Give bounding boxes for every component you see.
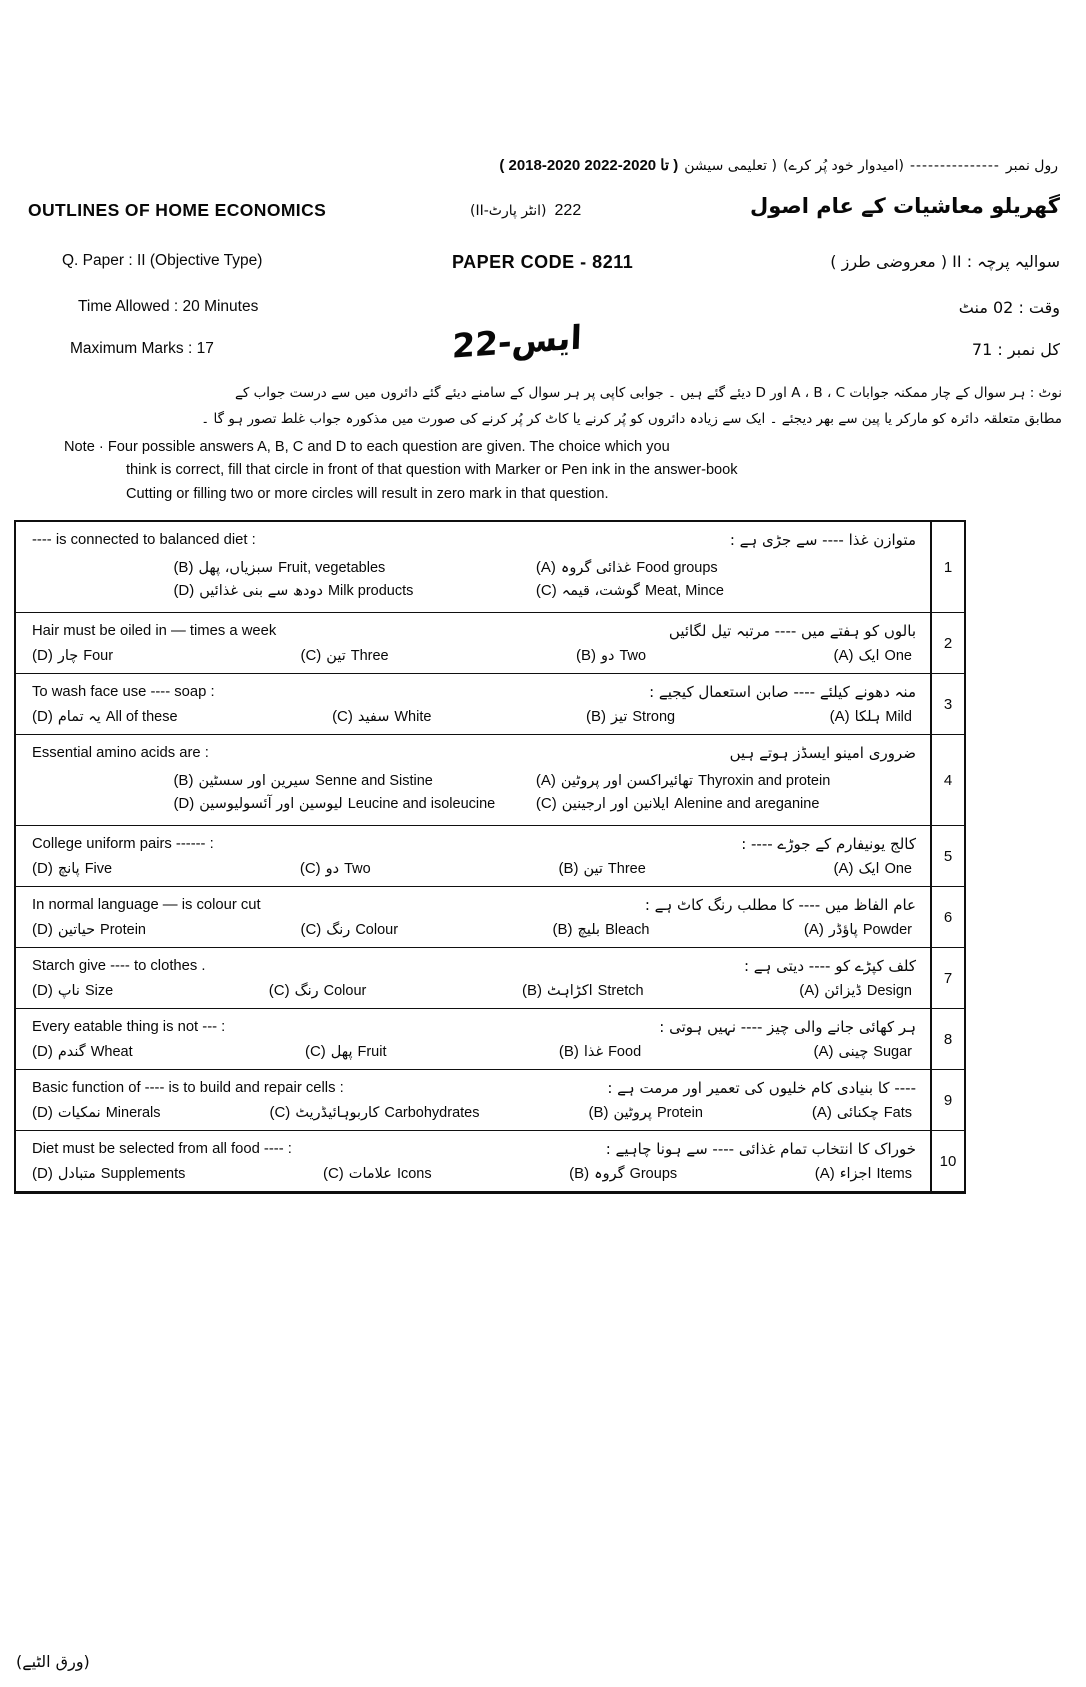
roll-number-label: رول نمبر	[1005, 158, 1058, 174]
note-english-text-1: Four possible answers A, B, C and D to each question are given. The choice which you	[107, 439, 670, 455]
paper-code: PAPER CODE - 8211	[452, 252, 634, 272]
option-label: (A)	[535, 772, 556, 789]
option-label: (A)	[813, 1043, 834, 1060]
answer-option[interactable]	[588, 1104, 702, 1121]
option-label: (C)	[535, 795, 557, 812]
option-text-english: Three	[350, 648, 389, 664]
answer-option[interactable]	[323, 1165, 432, 1182]
option-label: (D)	[32, 1104, 53, 1121]
option-text-english: Protein	[656, 1105, 703, 1121]
question-stem-english: ---- is connected to balanced diet :	[32, 532, 256, 548]
answer-option[interactable]	[32, 647, 113, 664]
question-number: 2	[932, 613, 964, 674]
option-text-english: Thyroxin and protein	[698, 773, 831, 789]
answer-options	[16, 1102, 930, 1130]
option-label: (D)	[32, 647, 53, 664]
option-label: (B)	[576, 647, 597, 664]
answer-options-line	[32, 579, 916, 602]
question-stem-english: Essential amino acids are :	[32, 745, 209, 761]
answer-option[interactable]	[32, 1165, 185, 1182]
option-text-english: Minerals	[105, 1105, 161, 1121]
note-english-line-3: Cutting or filling two or more circles will result in zero mark in that question.	[126, 485, 609, 502]
time-allowed-urdu: وقت : 20 منٹ	[958, 298, 1060, 317]
option-text-urdu: تین	[326, 648, 346, 664]
answer-option[interactable]	[559, 1043, 641, 1060]
question-stem	[16, 826, 930, 858]
answer-option[interactable]	[558, 860, 645, 877]
question-stem-urdu: بالوں کو ہفتے میں ---- مرتبہ تیل لگائیں	[668, 622, 916, 640]
option-text-urdu: متبادل	[57, 1166, 96, 1182]
option-text-urdu: دودھ سے بنی غذائیں	[199, 583, 323, 599]
option-text-urdu: ناپ	[57, 983, 80, 999]
roll-number-blank: ---------------	[909, 157, 1000, 174]
option-text-urdu: ایک	[858, 648, 880, 664]
answer-option[interactable]	[32, 772, 456, 789]
maximum-marks-urdu: کل نمبر : 17	[971, 340, 1060, 359]
answer-options-line	[32, 769, 916, 792]
option-label: (C)	[268, 982, 290, 999]
option-text-english: Colour	[355, 922, 399, 938]
option-label: (D)	[173, 582, 195, 599]
option-label: (D)	[32, 708, 53, 725]
option-label: (A)	[799, 982, 820, 999]
answer-option[interactable]	[812, 1104, 912, 1121]
answer-option[interactable]	[799, 982, 912, 999]
option-text-english: Food groups	[636, 560, 718, 576]
answer-option[interactable]	[804, 921, 912, 938]
option-text-english: Three	[607, 861, 646, 877]
option-text-english: Food	[608, 1044, 642, 1060]
option-text-english: Sugar	[873, 1044, 912, 1060]
answer-option[interactable]	[492, 772, 916, 789]
question-stem-urdu: خوراک کا انتخاب تمام غذائی ---- سے ہونا چاہیے :	[605, 1140, 916, 1158]
option-text-english: Four	[83, 648, 114, 664]
option-text-urdu: پھل	[330, 1044, 353, 1060]
option-text-english: Size	[84, 983, 114, 999]
subject-code-number: 222	[554, 202, 582, 219]
option-label: (C)	[299, 860, 321, 877]
option-text-urdu: رنگ	[326, 922, 351, 938]
option-text-english: Protein	[100, 922, 146, 938]
option-text-english: White	[394, 709, 432, 725]
answer-options	[16, 706, 930, 734]
option-text-urdu: اجزاء	[839, 1166, 872, 1182]
option-text-urdu: بلیچ	[577, 922, 601, 938]
option-text-english: Fats	[883, 1105, 912, 1121]
option-text-urdu: علامات	[348, 1166, 392, 1182]
question-stem-urdu: عام الفاظ میں ---- کا مطلب رنگ کاٹ ہے :	[644, 896, 916, 914]
option-label: (B)	[558, 1043, 579, 1060]
question-row	[16, 887, 930, 948]
question-number: 10	[939, 1152, 957, 1170]
answer-options	[16, 919, 930, 947]
option-text-english: Supplements	[100, 1166, 186, 1182]
option-text-english: Senne and Sistine	[315, 773, 433, 789]
answer-option[interactable]	[32, 708, 178, 725]
option-label: (B)	[173, 559, 194, 576]
answer-option[interactable]	[815, 1165, 912, 1182]
option-label: (B)	[521, 982, 542, 999]
option-text-urdu: لیوسین اور آئسولیوسین	[199, 796, 343, 812]
note-english	[64, 436, 976, 506]
option-text-urdu: چار	[57, 648, 79, 664]
question-stem-english: Every eatable thing is not --- :	[32, 1019, 226, 1035]
option-label: (A)	[829, 708, 850, 725]
option-text-urdu: سفید	[357, 709, 390, 725]
option-label: (B)	[569, 1165, 590, 1182]
option-text-english: Milk products	[327, 583, 414, 599]
question-stem	[16, 887, 930, 919]
question-number: 7	[932, 948, 964, 1009]
note-urdu-line-1: نوٹ : ہر سوال کے چار ممکنہ جوابات A ، B ، C اور D دیئے گئے ہیں ۔ جوابی کاپی پر ہر سوال کے سامنے دیئے گئے دائروں میں سے درست جواب کے	[234, 385, 1062, 401]
question-stem-urdu: ہر کھائی جانے والی چیز ---- نہیں ہوتی :	[659, 1018, 916, 1036]
option-label: (D)	[32, 860, 53, 877]
question-row	[16, 735, 930, 826]
option-text-english: Powder	[862, 922, 912, 938]
question-stem-english: To wash face use ---- soap :	[32, 684, 215, 700]
maximum-marks-english: Maximum Marks : 17	[70, 340, 214, 357]
option-text-english: Groups	[629, 1166, 678, 1182]
option-label: (B)	[173, 772, 194, 789]
option-label: (A)	[811, 1104, 832, 1121]
option-label: (C)	[304, 1043, 326, 1060]
answer-option[interactable]	[492, 795, 916, 812]
question-stem-urdu: ضروری امینو ایسڈز ہوتے ہیں	[729, 744, 916, 762]
answer-options	[16, 645, 930, 673]
question-paper-english: Q. Paper : II (Objective Type)	[62, 252, 263, 269]
question-stem-english: College uniform pairs ------ :	[32, 836, 214, 852]
option-label: (B)	[552, 921, 573, 938]
option-text-english: Two	[619, 648, 647, 664]
subject-title-urdu: گھریلو معاشیات کے عام اصول	[750, 194, 1060, 218]
option-label: (C)	[300, 647, 322, 664]
answer-option[interactable]	[834, 860, 912, 877]
option-text-english: Mild	[885, 709, 912, 725]
option-text-urdu: ایلانین اور ارجینین	[561, 796, 670, 812]
option-label: (C)	[535, 582, 557, 599]
option-text-english: Colour	[323, 983, 367, 999]
option-text-urdu: پروٹین	[613, 1105, 652, 1121]
note-urdu-line-2: مطابق متعلقہ دائرہ کو مارکر یا پین سے بھر دیجئے ۔ ایک سے زیادہ دائروں کو پُر کرنے یا کاٹ کر پُر کرنے کی صورت میں مذکورہ جواب غلط تصور ہو گا ۔	[201, 411, 1062, 428]
question-row	[16, 1131, 930, 1191]
option-text-urdu: ڈیزائن	[824, 983, 862, 999]
option-text-english: Leucine and isoleucine	[347, 796, 496, 812]
maximum-marks-row	[0, 317, 1086, 380]
question-stem	[16, 1009, 930, 1041]
answer-options	[16, 980, 930, 1008]
answer-option[interactable]	[553, 921, 650, 938]
handwritten-stamp: ایس-22	[451, 317, 583, 366]
option-label: (B)	[585, 708, 606, 725]
answer-option[interactable]	[32, 982, 113, 999]
option-text-urdu: غذائی گروہ	[560, 560, 632, 576]
option-text-english: Wheat	[90, 1044, 133, 1060]
answer-option[interactable]	[32, 795, 496, 812]
question-stem	[16, 674, 930, 706]
answer-option[interactable]	[492, 559, 916, 576]
question-number: 4	[932, 735, 964, 826]
option-text-urdu: گوشت، قیمہ	[561, 583, 640, 599]
option-text-urdu: اکڑاہٹ	[546, 983, 593, 999]
option-text-english: One	[884, 648, 912, 664]
answer-option[interactable]	[300, 921, 398, 938]
answer-option[interactable]	[813, 1043, 912, 1060]
option-text-urdu: پانچ	[57, 861, 80, 877]
question-row	[16, 1070, 930, 1131]
option-text-urdu: حیاتین	[57, 922, 96, 938]
option-text-urdu: تین	[583, 861, 603, 877]
option-label: (D)	[32, 921, 53, 938]
subject-title-english: OUTLINES OF HOME ECONOMICS	[28, 200, 327, 220]
answer-option[interactable]	[32, 860, 112, 877]
session-text: ( 2018-2020 تا 2020-2022 )	[499, 157, 679, 174]
note-label: Note	[64, 439, 95, 455]
question-stem	[16, 1070, 930, 1102]
candidate-fill-note: (امیدوار خود پُر کرے)	[782, 158, 904, 174]
question-row	[16, 1009, 930, 1070]
option-text-urdu: سیرین اور سسٹین	[198, 773, 311, 789]
answer-option[interactable]	[492, 582, 916, 599]
option-label: (C)	[332, 708, 353, 725]
answer-option[interactable]	[269, 982, 367, 999]
option-label: (C)	[300, 921, 322, 938]
question-stem-english: Starch give ---- to clothes .	[32, 958, 206, 974]
option-text-english: Fruit, vegetables	[278, 560, 386, 576]
question-stem-urdu: منہ دھونے کیلئے ---- صابن استعمال کیجیے :	[649, 683, 916, 701]
questions-table	[14, 520, 932, 1194]
question-row	[16, 948, 930, 1009]
question-number-column	[932, 520, 966, 1194]
question-stem-english: Basic function of ---- is to build and repair cells :	[32, 1080, 344, 1096]
question-number: 5	[932, 826, 964, 887]
option-text-english: One	[884, 861, 912, 877]
answer-options-line	[32, 556, 916, 579]
answer-options	[16, 1163, 930, 1191]
option-text-english: Strong	[632, 709, 676, 725]
question-stem	[16, 522, 930, 554]
title-row	[0, 194, 1086, 236]
answer-option[interactable]	[300, 860, 371, 877]
answer-option[interactable]	[32, 1043, 133, 1060]
question-stem	[16, 1131, 930, 1163]
answer-option[interactable]	[586, 708, 675, 725]
question-row	[16, 826, 930, 887]
turn-over-note: (ورق الٹیے)	[16, 1652, 90, 1671]
option-text-english: Alenine and areganine	[674, 796, 820, 812]
option-text-english: Fruit	[357, 1044, 387, 1060]
option-label: (A)	[833, 647, 854, 664]
option-text-urdu: دو	[601, 648, 615, 664]
session-label: ( تعلیمی سیشن	[684, 158, 777, 174]
option-label: (C)	[322, 1165, 344, 1182]
option-label: (B)	[588, 1104, 609, 1121]
option-label: (C)	[269, 1104, 291, 1121]
part-label: (انٹر پارٹ-II)	[470, 203, 547, 219]
question-paper-urdu: سوالیہ پرچہ : II ( معروضی طرز )	[830, 252, 1060, 271]
question-row	[16, 613, 930, 674]
question-number: 1	[932, 522, 964, 613]
option-label: (D)	[173, 795, 195, 812]
option-text-urdu: نمکیات	[57, 1105, 101, 1121]
subject-code-and-part	[470, 202, 581, 220]
answer-option[interactable]	[269, 1104, 479, 1121]
answer-option[interactable]	[834, 647, 912, 664]
option-text-english: Bleach	[605, 922, 650, 938]
answer-option[interactable]	[32, 582, 456, 599]
option-text-english: Icons	[396, 1166, 432, 1182]
note-urdu	[60, 380, 1062, 433]
answer-options	[16, 767, 930, 825]
option-text-urdu: رنگ	[294, 983, 319, 999]
option-text-urdu: چکنائی	[836, 1105, 879, 1121]
answer-options	[16, 858, 930, 886]
question-stem	[16, 735, 930, 767]
question-stem-english: In normal language — is colour cut	[32, 897, 261, 913]
option-text-urdu: غذا	[583, 1044, 604, 1060]
question-stem	[16, 948, 930, 980]
answer-option[interactable]	[576, 647, 646, 664]
option-text-urdu: تھائیراکسن اور پروٹین	[560, 773, 694, 789]
answer-option[interactable]	[32, 559, 456, 576]
option-label: (A)	[535, 559, 556, 576]
question-number: 3	[932, 674, 964, 735]
question-stem-urdu: کلف کپڑے کو ---- دیتی ہے :	[743, 957, 916, 975]
question-stem-urdu: کالج یونیفارم کے جوڑے ---- :	[741, 835, 916, 853]
question-stem	[16, 613, 930, 645]
answer-option[interactable]	[332, 708, 431, 725]
answer-option[interactable]	[522, 982, 644, 999]
option-text-urdu: تیز	[610, 709, 628, 725]
option-label: (A)	[833, 860, 854, 877]
option-text-urdu: ہلکا	[854, 709, 881, 725]
question-stem-english: Diet must be selected from all food ---- :	[32, 1141, 292, 1157]
roll-number-line	[90, 156, 1058, 174]
answer-options-line	[32, 792, 916, 815]
time-allowed-english: Time Allowed : 20 Minutes	[78, 298, 259, 315]
option-text-urdu: یہ تمام	[57, 709, 101, 725]
question-row	[16, 674, 930, 735]
option-text-urdu: سبزیاں، پھل	[198, 560, 274, 576]
answer-option[interactable]	[32, 1104, 161, 1121]
answer-options	[16, 554, 930, 612]
answer-option[interactable]	[830, 708, 912, 725]
paper-code-row	[0, 252, 1086, 282]
option-label: (D)	[32, 1043, 53, 1060]
question-stem-urdu: متوازن غذا ---- سے جڑی ہے :	[729, 531, 916, 549]
answer-options	[16, 1041, 930, 1069]
note-english-line-2: think is correct, fill that circle in front of that question with Marker or Pen ink in the answer-book	[126, 462, 738, 479]
option-text-english: Five	[84, 861, 113, 877]
answer-option[interactable]	[32, 921, 146, 938]
paper-header	[0, 148, 1086, 508]
option-text-urdu: گندم	[57, 1044, 86, 1060]
note-english-line-1: Note · Four possible answers A, B, C and D to each question are given. The choice which you	[64, 439, 670, 455]
option-label: (A)	[803, 921, 824, 938]
question-stem-urdu: ---- کا بنیادی کام خلیوں کی تعمیر اور مرمت ہے :	[607, 1079, 916, 1097]
answer-option[interactable]	[305, 1043, 387, 1060]
option-label: (D)	[32, 1165, 53, 1182]
option-text-english: Stretch	[597, 983, 644, 999]
option-text-urdu: چینی	[838, 1044, 869, 1060]
option-text-urdu: پاؤڈر	[828, 922, 858, 938]
option-text-urdu: کاربوہائیڈریٹ	[295, 1105, 380, 1121]
question-row	[16, 522, 930, 613]
answer-option[interactable]	[569, 1165, 677, 1182]
question-number: 8	[932, 1009, 964, 1070]
option-text-english: Design	[866, 983, 912, 999]
option-text-english: Meat, Mince	[644, 583, 724, 599]
option-label: (B)	[558, 860, 579, 877]
question-stem-english: Hair must be oiled in — times a week	[32, 623, 277, 639]
option-text-english: Two	[344, 861, 371, 877]
answer-option[interactable]	[300, 647, 388, 664]
option-text-urdu: دو	[325, 861, 340, 877]
option-text-english: Carbohydrates	[384, 1105, 480, 1121]
question-number: 9	[932, 1070, 964, 1131]
option-label: (A)	[814, 1165, 835, 1182]
option-text-english: Items	[876, 1166, 912, 1182]
option-text-urdu: گروہ	[594, 1166, 625, 1182]
option-label: (D)	[32, 982, 53, 999]
option-text-urdu: ایک	[858, 861, 880, 877]
question-number: 6	[932, 887, 964, 948]
option-text-english: All of these	[105, 709, 178, 725]
